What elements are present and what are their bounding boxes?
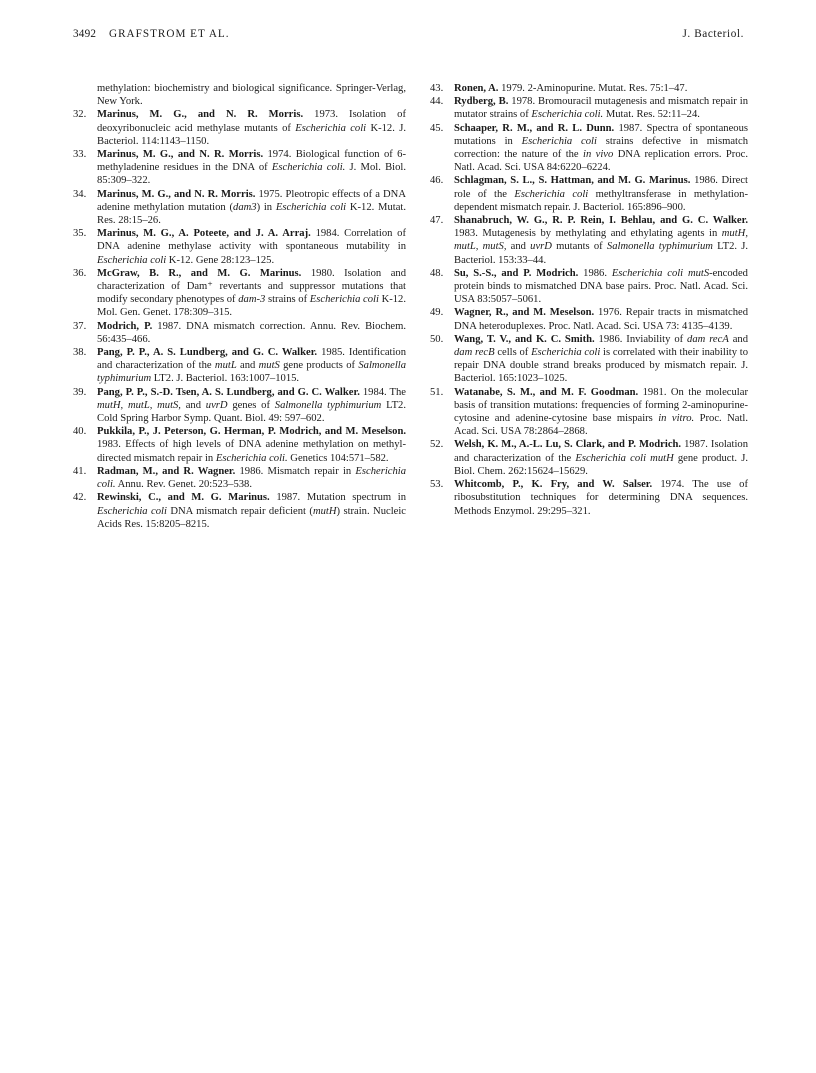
reference-authors: Schlagman, S. L., S. Hattman, and M. G. Marinus. <box>454 175 691 187</box>
reference-italic-term: Escherichia coli <box>275 201 347 213</box>
reference-authors: Marinus, M. G., and N. R. Morris. <box>97 149 264 161</box>
reference-text: and <box>236 360 259 372</box>
reference-text: 1981. On the molecular basis of transition mutations: frequencies of forming 2-aminopurine-cytosine and adenine-cytosine base mispairs <box>454 386 748 425</box>
reference-number: 33. <box>73 149 87 161</box>
reference-number: 35. <box>73 228 87 240</box>
reference-italic-term: dam3 <box>233 201 257 213</box>
reference-number: 37. <box>73 320 87 332</box>
reference-text: and <box>506 241 531 253</box>
reference-authors: McGraw, B. R., and M. G. Marinus. <box>97 267 302 279</box>
reference-entry <box>73 491 406 531</box>
reference-italic-term: mutH <box>312 505 337 517</box>
reference-authors: Shanabruch, W. G., R. P. Rein, I. Behlau, and G. C. Walker. <box>454 215 748 227</box>
page-number: 3492 <box>73 28 97 40</box>
reference-authors: Schaaper, R. M., and R. L. Dunn. <box>454 122 615 134</box>
reference-entry <box>73 267 406 320</box>
reference-text: methyltransferase in methylation-dependent mismatch repair. J. Bacteriol. 165:896–900. <box>454 188 748 213</box>
reference-italic-term: Salmonella typhimurium <box>274 399 382 411</box>
references-left-column <box>73 82 406 531</box>
reference-text: K-12. Mol. Gen. Genet. 178:309–315. <box>97 294 406 319</box>
reference-authors: Pang, P. P., S.-D. Tsen, A. S. Lundberg, and G. C. Walker. <box>97 386 360 398</box>
reference-text: 1973. Isolation of deoxyribonucleic acid methylase mutants of <box>97 109 406 134</box>
reference-text: 1974. The use of ribosubstitution techniques for determining DNA sequences. Methods Enzymol. 29:295–321. <box>454 479 749 517</box>
reference-text: 1987. DNA mismatch correction. Annu. Rev. Biochem. 56:435–466. <box>97 320 407 345</box>
reference-authors: Modrich, P. <box>97 320 153 332</box>
reference-text: is correlated with their inability to repair DNA double strand breaks produced by mismatch repair. J. Bacteriol. 165:1023–1025. <box>454 347 748 385</box>
reference-text: Proc. Natl. Acad. Sci. USA 78:2864–2868. <box>454 413 748 438</box>
reference-number: 36. <box>73 267 87 279</box>
reference-text: DNA replication errors. Proc. Natl. Acad. Sci. USA 84:6220–6224. <box>454 149 748 174</box>
reference-italic-term: Escherichia coli <box>295 122 367 134</box>
reference-text: 1978. Bromouracil mutagenesis and mismatch repair in mutator strains of <box>454 96 748 121</box>
reference-text: 1983. Effects of high levels of DNA adenine methylation on methyl-directed mismatch repair in <box>97 439 406 464</box>
reference-entry <box>73 227 406 267</box>
reference-entry <box>73 346 406 386</box>
reference-italic-term: Salmonella typhimurium <box>97 360 407 385</box>
reference-italic-term: Escherichia coli. <box>215 452 288 464</box>
reference-entry <box>73 425 406 465</box>
reference-text: 1979. 2-Aminopurine. Mutat. Res. 75:1–47. <box>498 83 688 94</box>
reference-text: Genetics 104:571–582. <box>287 452 389 464</box>
reference-number: 43. <box>430 83 444 94</box>
reference-text: DNA mismatch repair deficient ( <box>166 505 313 517</box>
reference-text: Mutat. Res. 52:11–24. <box>603 109 700 121</box>
reference-italic-term: Escherichia coli mutH <box>575 452 674 464</box>
reference-italic-term: mutH, mutL, mutS, <box>97 399 181 411</box>
reference-italic-term: Escherichia coli <box>514 188 589 200</box>
reference-italic-term: Salmonella typhimurium <box>606 241 713 253</box>
reference-entry <box>430 267 748 307</box>
reference-text: 1974. Biological function of 6-methyladenine residues in the DNA of <box>97 149 406 174</box>
reference-authors: Wang, T. V., and K. C. Smith. <box>454 333 595 345</box>
reference-italic-term: Escherichia coli <box>97 254 167 266</box>
reference-authors: Rewinski, C., and M. G. Marinus. <box>97 492 270 504</box>
reference-italic-term: dam recB <box>454 347 495 359</box>
reference-text: 1984. Correlation of DNA adenine methylase activity with spontaneous mutability in <box>97 228 407 253</box>
reference-authors: Su, S.-S., and P. Modrich. <box>454 267 579 279</box>
reference-italic-term: dam-3 <box>238 294 266 306</box>
reference-text: and <box>728 333 748 345</box>
reference-authors: Marinus, M. G., and N. R. Morris. <box>97 109 304 121</box>
reference-text: cells of <box>494 347 532 359</box>
reference-number: 42. <box>73 492 87 504</box>
reference-entry <box>73 188 406 228</box>
reference-authors: Whitcomb, P., K. Fry, and W. Salser. <box>454 479 653 491</box>
reference-entry <box>430 122 748 175</box>
reference-text: 1987. Isolation and characterization of the <box>454 439 748 464</box>
reference-entry <box>430 82 748 95</box>
reference-text: LT2. J. Bacteriol. 153:33–44. <box>454 241 748 266</box>
running-head-journal: J. Bacteriol. <box>682 28 744 40</box>
reference-italic-term: mutL <box>214 360 237 372</box>
reference-italic-term: mutH, mutL, mutS, <box>454 228 748 253</box>
reference-italic-term: Escherichia coli <box>309 294 379 306</box>
reference-number: 52. <box>430 439 444 451</box>
reference-authors: Marinus, M. G., and N. R. Morris. <box>97 188 256 200</box>
reference-entry <box>73 386 406 426</box>
reference-italic-term: Escherichia coli. <box>531 109 604 121</box>
reference-text: 1985. Identification and characterization of the <box>97 347 406 372</box>
reference-text: K-12. Gene 28:123–125. <box>166 254 275 266</box>
reference-number: 38. <box>73 347 87 359</box>
reference-number: 34. <box>73 188 87 200</box>
reference-italic-term: Escherichia coli. <box>271 162 346 174</box>
reference-text: K-12. Mutat. Res. 28:15–26. <box>97 201 406 227</box>
reference-text: 1984. The <box>359 386 406 398</box>
reference-italic-term: dam recA <box>687 333 729 345</box>
reference-entry <box>430 95 748 121</box>
reference-italic-term: Escherichia coli <box>531 347 601 359</box>
reference-number: 51. <box>430 386 444 398</box>
reference-number: 39. <box>73 386 87 398</box>
reference-text: and <box>180 399 206 411</box>
reference-text: genes of <box>227 399 275 411</box>
reference-text: mutants of <box>551 241 607 253</box>
reference-text: ) strain. Nucleic Acids Res. 15:8205–8215. <box>97 505 406 530</box>
reference-authors: Radman, M., and R. Wagner. <box>97 465 236 477</box>
reference-text: -encoded protein binds to mismatched DNA base pairs. Proc. Natl. Acad. Sci. USA 83:5057–5061. <box>454 267 748 306</box>
reference-authors: Pang, P. P., A. S. Lundberg, and G. C. Walker. <box>97 347 318 359</box>
reference-text: 1983. Mutagenesis by methylating and ethylating agents in <box>454 228 722 240</box>
reference-italic-term: in vivo <box>583 149 614 161</box>
reference-italic-term: uvrD <box>205 399 228 411</box>
reference-text: strains defective in mismatch correction: the nature of the <box>454 135 748 161</box>
reference-entry <box>430 478 748 518</box>
reference-entry <box>73 148 406 188</box>
reference-number: 44. <box>430 96 444 108</box>
references-right-column <box>430 82 748 518</box>
reference-continuation: methylation: biochemistry and biological significance. Springer-Verlag, New York. <box>97 83 406 108</box>
reference-number: 40. <box>73 426 87 438</box>
running-head-authors: GRAFSTROM ET AL. <box>109 28 230 40</box>
reference-text: 1986. Mismatch repair in <box>235 465 356 477</box>
reference-authors: Marinus, M. G., A. Poteete, and J. A. Arraj. <box>97 228 311 240</box>
reference-number: 47. <box>430 215 444 227</box>
reference-text: Annu. Rev. Genet. 20:523–538. <box>115 479 252 491</box>
reference-number: 50. <box>430 333 444 345</box>
reference-italic-term: Escherichia coli. <box>97 465 407 491</box>
reference-text: 1986. Inviability of <box>594 333 688 345</box>
reference-italic-term: Escherichia coli <box>521 135 597 147</box>
reference-text: K-12. J. Bacteriol. 114:1143–1150. <box>97 122 407 147</box>
reference-italic-term: in vitro. <box>658 413 695 425</box>
reference-entry <box>73 465 406 491</box>
reference-italic-term: Escherichia coli <box>97 505 167 517</box>
reference-authors: Welsh, K. M., A.-L. Lu, S. Clark, and P. Modrich. <box>454 439 682 451</box>
reference-text: 1987. Mutation spectrum in <box>269 492 407 504</box>
reference-italic-term: mutS <box>258 360 280 372</box>
reference-authors: Wagner, R., and M. Meselson. <box>454 307 595 319</box>
reference-text: 1980. Isolation and characterization of Dam⁺ revertants and suppressor mutations that modify secondary phenotypes of <box>97 267 406 306</box>
reference-authors: Rydberg, B. <box>454 96 509 108</box>
reference-number: 53. <box>430 479 444 491</box>
reference-text: 1986. <box>578 267 612 279</box>
page-header <box>73 28 744 46</box>
reference-text: 1976. Repair tracts in mismatched DNA heteroduplexes. Proc. Natl. Acad. Sci. USA 73: 4135–4139. <box>454 307 749 332</box>
reference-number: 49. <box>430 307 444 319</box>
reference-text: gene product. J. Biol. Chem. 262:15624–15629. <box>454 452 748 477</box>
reference-entry <box>430 306 748 332</box>
reference-entry <box>73 320 406 346</box>
reference-text: 1986. Direct role of the <box>454 175 748 200</box>
reference-text: LT2. Cold Spring Harbor Symp. Quant. Biol. 49: 597–602. <box>97 399 406 425</box>
reference-italic-term: uvrD <box>530 241 552 253</box>
reference-entry <box>430 438 748 478</box>
reference-number: 45. <box>430 122 444 134</box>
reference-number: 48. <box>430 267 444 279</box>
reference-authors: Ronen, A. <box>454 83 499 94</box>
reference-text: strains of <box>265 294 310 306</box>
reference-entry <box>430 386 748 439</box>
reference-entry <box>73 108 406 148</box>
reference-entry <box>430 333 748 386</box>
reference-text: gene products of <box>279 360 359 372</box>
reference-entry <box>430 174 748 214</box>
reference-number: 32. <box>73 109 87 121</box>
reference-italic-term: Escherichia coli mutS <box>611 267 710 279</box>
reference-authors: Pukkila, P., J. Peterson, G. Herman, P. Modrich, and M. Meselson. <box>97 426 406 438</box>
reference-text: ) in <box>256 201 276 213</box>
reference-entry <box>430 214 748 267</box>
reference-authors: Watanabe, S. M., and M. F. Goodman. <box>454 386 639 398</box>
reference-text: LT2. J. Bacteriol. 163:1007–1015. <box>151 373 300 385</box>
reference-text: 1987. Spectra of spontaneous mutations in <box>454 122 748 147</box>
reference-number: 41. <box>73 465 87 477</box>
reference-number: 46. <box>430 175 444 187</box>
reference-text: 1975. Pleotropic effects of a DNA adenine methylation mutation ( <box>97 188 406 213</box>
reference-text: J. Mol. Biol. 85:309–322. <box>97 162 406 187</box>
